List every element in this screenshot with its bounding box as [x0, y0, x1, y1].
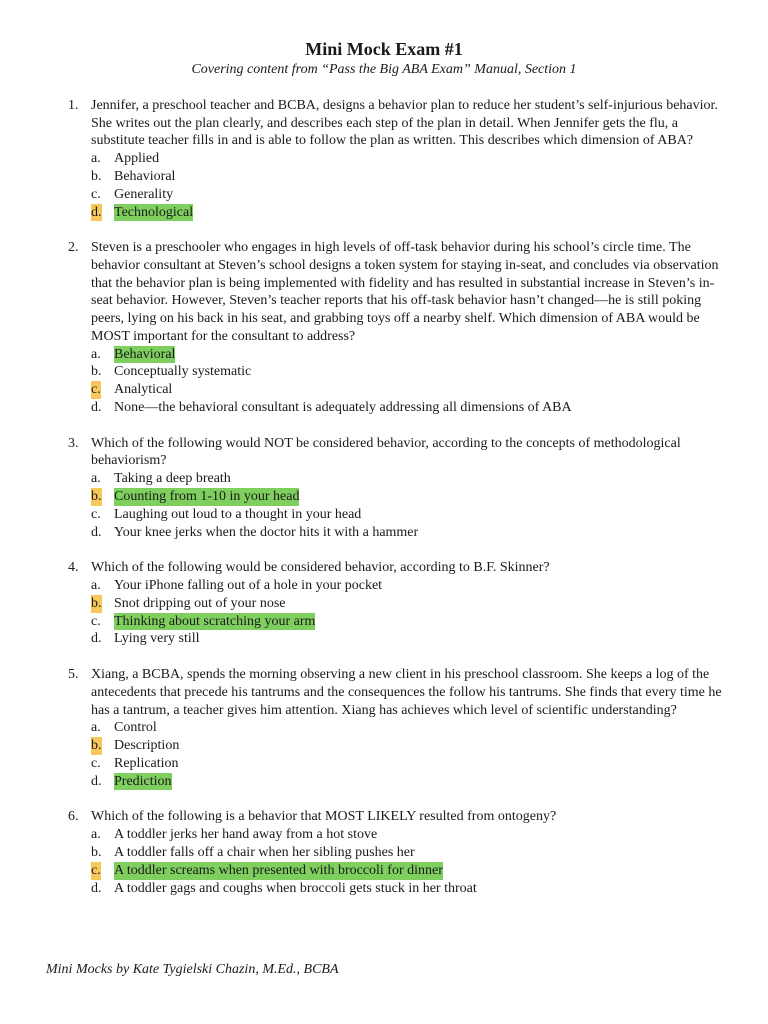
option-text: Applied	[114, 151, 160, 167]
option-letter: c.	[91, 506, 101, 522]
question-number: 1.	[68, 98, 79, 113]
answer-option	[0, 470, 768, 488]
answer-options	[0, 150, 768, 221]
option-text: Control	[114, 720, 157, 736]
option-text: Snot dripping out of your nose	[114, 595, 286, 611]
answer-option	[0, 719, 768, 737]
option-text: A toddler falls off a chair when her sibling pushes her	[114, 844, 415, 860]
option-letter: d.	[91, 204, 102, 220]
question-item	[0, 239, 768, 416]
option-text: Generality	[114, 186, 174, 202]
answer-option	[0, 577, 768, 595]
option-letter: c.	[91, 755, 101, 771]
question-item	[0, 435, 768, 542]
option-letter: d.	[91, 631, 102, 647]
answer-option	[0, 630, 768, 648]
question-number: 3.	[68, 435, 79, 451]
page-title: Mini Mock Exam #1	[305, 39, 463, 59]
option-letter: b.	[91, 364, 102, 380]
option-text: Your knee jerks when the doctor hits it with a hammer	[114, 524, 419, 540]
answer-options	[0, 577, 768, 648]
option-letter: a.	[91, 346, 101, 362]
answer-option	[0, 524, 768, 542]
answer-options	[0, 826, 768, 897]
option-letter: b.	[91, 738, 102, 754]
question-list	[0, 97, 768, 915]
option-letter: c.	[91, 382, 101, 398]
option-text: Description	[114, 738, 180, 754]
question-number: 6.	[68, 809, 79, 825]
answer-option	[0, 844, 768, 862]
answer-option	[0, 862, 768, 880]
option-text: A toddler gags and coughs when broccoli gets stuck in her throat	[114, 880, 477, 896]
answer-option	[0, 346, 768, 364]
answer-option	[0, 399, 768, 417]
question-item	[0, 97, 768, 221]
option-text: Replication	[114, 755, 179, 771]
option-text: A toddler jerks her hand away from a hot stove	[114, 827, 378, 843]
answer-option	[0, 755, 768, 773]
answer-options	[0, 719, 768, 790]
answer-option	[0, 381, 768, 399]
option-text: Behavioral	[114, 346, 176, 362]
option-letter: a.	[91, 151, 101, 167]
answer-options	[0, 470, 768, 541]
page-footer: Mini Mocks by Kate Tygielski Chazin, M.Ed., BCBA	[46, 962, 339, 977]
answer-option	[0, 204, 768, 222]
question-item	[0, 808, 768, 897]
question-text: Which of the following is a behavior that MOST LIKELY resulted from ontogeny?	[91, 809, 557, 825]
option-text: Taking a deep breath	[114, 471, 231, 487]
option-letter: a.	[91, 578, 101, 593]
option-letter: c.	[91, 613, 101, 629]
option-letter: d.	[91, 524, 102, 540]
question-item	[0, 666, 768, 790]
option-letter: b.	[91, 595, 102, 611]
question-number: 5.	[68, 667, 79, 683]
answer-option	[0, 186, 768, 204]
option-text: Behavioral	[114, 168, 176, 184]
question-text: Jennifer, a preschool teacher and BCBA, designs a behavior plan to reduce her student’s self-injurious behavior. She writes out the plan clearly, and describes each step of the plan in detail. When Jennifer gets the flu, a substitute teacher fills in and is able to follow the plan as written. This describes which dimension of ABA?	[91, 98, 718, 149]
option-text: Prediction	[114, 773, 172, 789]
option-letter: d.	[91, 399, 102, 415]
answer-option	[0, 737, 768, 755]
option-letter: d.	[91, 773, 102, 789]
question-text: Which of the following would NOT be considered behavior, according to the concepts of methodological behaviorism?	[91, 435, 681, 469]
page-subtitle: Covering content from “Pass the Big ABA Exam” Manual, Section 1	[191, 62, 577, 77]
answer-option	[0, 488, 768, 506]
option-text: Analytical	[114, 382, 173, 398]
question-number: 4.	[68, 560, 79, 576]
option-text: Thinking about scratching your arm	[114, 613, 316, 629]
option-text: Conceptually systematic	[114, 364, 252, 380]
question-text: Steven is a preschooler who engages in high levels of off-task behavior during his school’s circle time. The behavior consultant at Steven’s school designs a token system for staying in-seat, and concludes via observation that the behavior plan is being implemented with fidelity and has resulted in substantial increase in Steven’s in-seat behavior. However, Steven’s teacher reports that his off-task behavior hasn’t changed—he is still poking peers, lying on his back in his seat, and grabbing toys off a nearby shelf. Which dimension of ABA would be MOST important for the consultant to address?	[91, 240, 719, 344]
option-text: Lying very still	[114, 631, 200, 647]
answer-option	[0, 506, 768, 524]
option-text: Counting from 1-10 in your head	[114, 488, 300, 504]
question-text: Xiang, a BCBA, spends the morning observing a new client in his preschool classroom. She keeps a log of the antecedents that precede his tantrums and the consequences the follow his tantrums. She finds that every time he has a tantrum, a teacher gives him attention. Xiang has achieves which level of scientific understanding?	[91, 667, 722, 718]
option-text: A toddler screams when presented with broccoli for dinner	[114, 862, 443, 878]
option-letter: a.	[91, 471, 101, 487]
answer-option	[0, 880, 768, 898]
option-letter: a.	[91, 827, 101, 843]
question-item	[0, 559, 768, 648]
option-letter: d.	[91, 880, 102, 896]
option-letter: b.	[91, 168, 102, 184]
question-text: Which of the following would be considered behavior, according to B.F. Skinner?	[91, 560, 550, 576]
option-letter: c.	[91, 186, 101, 202]
answer-option	[0, 150, 768, 168]
option-letter: b.	[91, 844, 102, 860]
answer-option	[0, 826, 768, 844]
answer-option	[0, 773, 768, 791]
answer-option	[0, 363, 768, 381]
option-letter: a.	[91, 720, 101, 736]
option-text: Technological	[114, 204, 194, 220]
answer-option	[0, 613, 768, 631]
option-letter: b.	[91, 488, 102, 504]
option-text: None—the behavioral consultant is adequately addressing all dimensions of ABA	[114, 399, 572, 415]
answer-option	[0, 168, 768, 186]
answer-option	[0, 595, 768, 613]
option-letter: c.	[91, 862, 101, 878]
option-text: Laughing out loud to a thought in your head	[114, 506, 362, 522]
answer-options	[0, 346, 768, 417]
option-text: Your iPhone falling out of a hole in your pocket	[114, 578, 383, 593]
question-number: 2.	[68, 240, 79, 256]
